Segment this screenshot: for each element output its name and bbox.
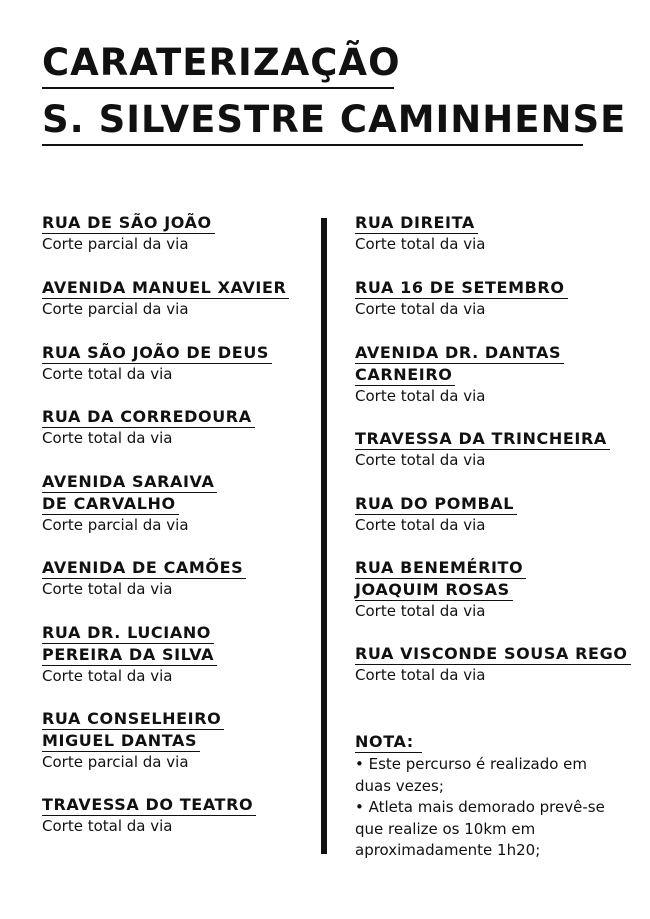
street-name: RUA DE SÃO JOÃO [42, 212, 215, 234]
closure-status: Corte total da via [355, 387, 486, 405]
street-name: MIGUEL DANTAS [42, 730, 200, 752]
street-name: AVENIDA SARAIVA [42, 471, 217, 493]
street-name: RUA CONSELHEIRO [42, 708, 224, 730]
street-name: RUA SÃO JOÃO DE DEUS [42, 342, 272, 364]
street-entry [42, 794, 256, 837]
street-entry [355, 643, 631, 686]
page-title-line-1: CARATERIZAÇÃO [42, 41, 401, 84]
street-entry [42, 277, 289, 320]
street-entry [42, 622, 217, 687]
street-entry [355, 493, 517, 536]
page-title-line-2: S. SILVESTRE CAMINHENSE [42, 98, 627, 141]
note-line: • Este percurso é realizado em [355, 755, 588, 773]
closure-status: Corte parcial da via [42, 516, 189, 534]
street-name: RUA 16 DE SETEMBRO [355, 277, 568, 299]
street-entry [355, 342, 564, 407]
street-name: TRAVESSA DA TRINCHEIRA [355, 428, 610, 450]
note-line: • Atleta mais demorado prevê-se [355, 798, 605, 816]
note-title: NOTA: [355, 731, 422, 753]
street-name: RUA DO POMBAL [355, 493, 517, 515]
street-name: CARNEIRO [355, 364, 455, 386]
street-name: JOAQUIM ROSAS [355, 579, 513, 601]
closure-status: Corte total da via [42, 817, 173, 835]
street-name: PEREIRA DA SILVA [42, 644, 217, 666]
street-entry [42, 212, 215, 255]
street-name: RUA BENEMÉRITO [355, 557, 526, 579]
closure-status: Corte parcial da via [42, 753, 189, 771]
street-entry [355, 277, 568, 320]
closure-status: Corte total da via [355, 300, 486, 318]
column-divider [321, 218, 327, 854]
closure-status: Corte total da via [42, 365, 173, 383]
closure-status: Corte total da via [355, 602, 486, 620]
street-entry [355, 557, 526, 622]
title-underline-2 [42, 144, 583, 146]
closure-status: Corte total da via [355, 516, 486, 534]
street-name: AVENIDA DR. DANTAS [355, 342, 564, 364]
note-line: que realize os 10km em [355, 819, 536, 838]
street-entry [42, 406, 255, 449]
street-entry [42, 708, 224, 773]
note-line: aproximadamente 1h20; [355, 841, 541, 859]
closure-status: Corte total da via [42, 580, 173, 598]
street-name: TRAVESSA DO TEATRO [42, 794, 256, 816]
street-name: RUA DIREITA [355, 212, 478, 234]
street-entry [42, 471, 217, 536]
street-entry [42, 342, 272, 385]
closure-status: Corte total da via [355, 235, 486, 253]
street-name: RUA VISCONDE SOUSA REGO [355, 643, 631, 665]
closure-status: Corte total da via [42, 429, 173, 447]
closure-status: Corte total da via [42, 667, 173, 685]
street-name: AVENIDA DE CAMÕES [42, 557, 246, 579]
street-name: RUA DR. LUCIANO [42, 622, 214, 644]
note-line: duas vezes; [355, 776, 444, 795]
closure-status: Corte parcial da via [42, 235, 189, 253]
title-underline-1 [42, 87, 394, 89]
street-entry [355, 428, 610, 471]
closure-status: Corte parcial da via [42, 300, 189, 318]
closure-status: Corte total da via [355, 666, 486, 684]
closure-status: Corte total da via [355, 451, 486, 469]
street-name: RUA DA CORREDOURA [42, 406, 255, 428]
street-entry [355, 212, 485, 255]
street-name: DE CARVALHO [42, 493, 179, 515]
note-block [355, 731, 605, 862]
street-entry [42, 557, 246, 600]
street-name: AVENIDA MANUEL XAVIER [42, 277, 289, 299]
